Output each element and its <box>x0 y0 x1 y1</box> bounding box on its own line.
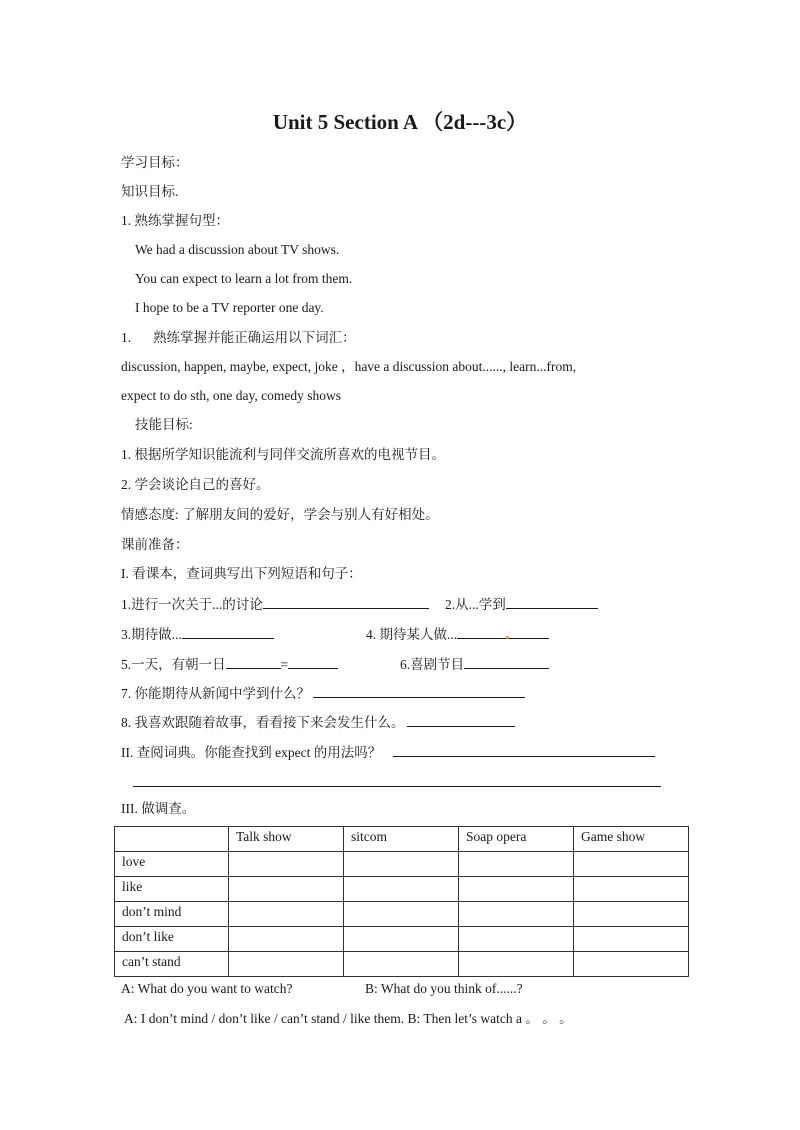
table-row <box>115 852 689 877</box>
question-8-label: 8. 我喜欢跟随着故事，看看接下来会发生什么。 <box>121 715 405 730</box>
survey-cell[interactable] <box>574 852 689 877</box>
dialog-a1: A: What do you want to watch? <box>121 981 293 996</box>
part-2-label: II. 查阅词典。你能查找到 expect 的用法吗？ <box>121 745 382 760</box>
survey-cell[interactable] <box>459 877 574 902</box>
row-label-dont-like: don’t like <box>115 927 229 952</box>
question-6 <box>400 654 549 674</box>
table-row <box>115 952 689 977</box>
question-5-equals: = <box>280 657 289 672</box>
answer-blank-7[interactable] <box>313 683 525 698</box>
question-3 <box>121 624 274 644</box>
row-label-dont-mind: don’t mind <box>115 902 229 927</box>
answer-blank-4[interactable] <box>457 624 549 639</box>
survey-cell[interactable] <box>229 952 344 977</box>
survey-header-row <box>115 827 689 852</box>
answer-blank-3[interactable] <box>182 624 274 639</box>
survey-cell[interactable] <box>344 952 459 977</box>
survey-header-corner <box>115 827 229 852</box>
answer-blank-2[interactable] <box>506 594 598 609</box>
question-2 <box>445 594 598 614</box>
survey-cell[interactable] <box>574 877 689 902</box>
skill-item-2: 2. 学会谈论自己的喜好。 <box>121 477 270 492</box>
survey-cell[interactable] <box>459 952 574 977</box>
question-7-label: 7. 你能期待从新闻中学到什么？ <box>121 686 310 701</box>
question-5-label: 5.一天，有朝一日 <box>121 657 226 672</box>
attitude-objective: 情感态度: 了解朋友间的爱好，学会与别人有好相处。 <box>121 507 439 522</box>
part-3-heading: III. 做调查。 <box>121 801 196 816</box>
question-4 <box>366 624 549 644</box>
sentence-3: I hope to be a TV reporter one day. <box>135 300 324 315</box>
survey-table <box>114 826 689 977</box>
table-row <box>115 927 689 952</box>
survey-cell[interactable] <box>229 927 344 952</box>
objectives-heading: 学习目标： <box>121 155 189 170</box>
question-4-label: 4. 期待某人做... <box>366 627 458 642</box>
answer-blank-5b[interactable] <box>288 654 338 669</box>
question-6-label: 6.喜剧节目 <box>400 657 465 672</box>
answer-blank-5a[interactable] <box>226 654 281 669</box>
survey-header-game-show: Game show <box>574 827 689 852</box>
answer-blank-part-2b[interactable] <box>133 786 661 787</box>
survey-header-soap-opera: Soap opera <box>459 827 574 852</box>
survey-cell[interactable] <box>459 852 574 877</box>
stray-mark <box>506 636 509 639</box>
answer-blank-6[interactable] <box>464 654 549 669</box>
survey-cell[interactable] <box>574 902 689 927</box>
row-label-cant-stand: can’t stand <box>115 952 229 977</box>
part-1-heading: I. 看课本，查词典写出下列短语和句子： <box>121 566 362 581</box>
survey-cell[interactable] <box>344 852 459 877</box>
table-row <box>115 902 689 927</box>
skill-item-1: 1. 根据所学知识能流利与同伴交流所喜欢的电视节目。 <box>121 447 445 462</box>
question-8 <box>121 712 515 732</box>
answer-blank-1[interactable] <box>263 594 429 609</box>
objective-item-2-number: 1. <box>121 330 132 345</box>
prep-heading: 课前准备： <box>121 537 189 552</box>
dialog-b1: B: What do you think of......? <box>365 981 523 996</box>
row-label-like: like <box>115 877 229 902</box>
vocab-line-1: discussion, happen, maybe, expect, joke ，have a discussion about......, learn...from, <box>121 359 577 374</box>
survey-cell[interactable] <box>574 952 689 977</box>
sentence-1: We had a discussion about TV shows. <box>135 242 340 257</box>
question-1-label: 1.进行一次关于...的讨论 <box>121 597 263 612</box>
survey-cell[interactable] <box>459 927 574 952</box>
question-1 <box>121 594 429 614</box>
question-7 <box>121 683 525 703</box>
survey-header-sitcom: sitcom <box>344 827 459 852</box>
survey-header-talk-show: Talk show <box>229 827 344 852</box>
survey-cell[interactable] <box>344 877 459 902</box>
skill-objective-label: 技能目标: <box>135 417 193 432</box>
vocab-line-2: expect to do sth, one day, comedy shows <box>121 388 341 403</box>
part-2 <box>121 742 655 762</box>
sentence-2: You can expect to learn a lot from them. <box>135 271 353 286</box>
survey-cell[interactable] <box>344 927 459 952</box>
table-row <box>115 877 689 902</box>
row-label-love: love <box>115 852 229 877</box>
answer-blank-part-2a[interactable] <box>393 742 655 757</box>
survey-cell[interactable] <box>229 852 344 877</box>
objective-item-2-text: 熟练掌握并能正确运用以下词汇： <box>153 330 356 345</box>
page-title: Unit 5 Section A （2d---3c） <box>272 110 528 134</box>
question-5 <box>121 654 338 674</box>
survey-cell[interactable] <box>344 902 459 927</box>
survey-cell[interactable] <box>229 902 344 927</box>
survey-cell[interactable] <box>574 927 689 952</box>
question-3-label: 3.期待做... <box>121 627 182 642</box>
knowledge-objective-label: 知识目标. <box>121 184 179 199</box>
dialog-line-2: A: I don’t mind / don’t like / can’t stand / like them. B: Then let’s watch a 。 。 。 <box>124 1011 573 1026</box>
survey-cell[interactable] <box>229 877 344 902</box>
objective-item-1: 1. 熟练掌握句型： <box>121 213 229 228</box>
answer-blank-8[interactable] <box>407 712 515 727</box>
objective-item-2 <box>121 329 356 347</box>
survey-cell[interactable] <box>459 902 574 927</box>
question-2-label: 2.从...学到 <box>445 597 506 612</box>
